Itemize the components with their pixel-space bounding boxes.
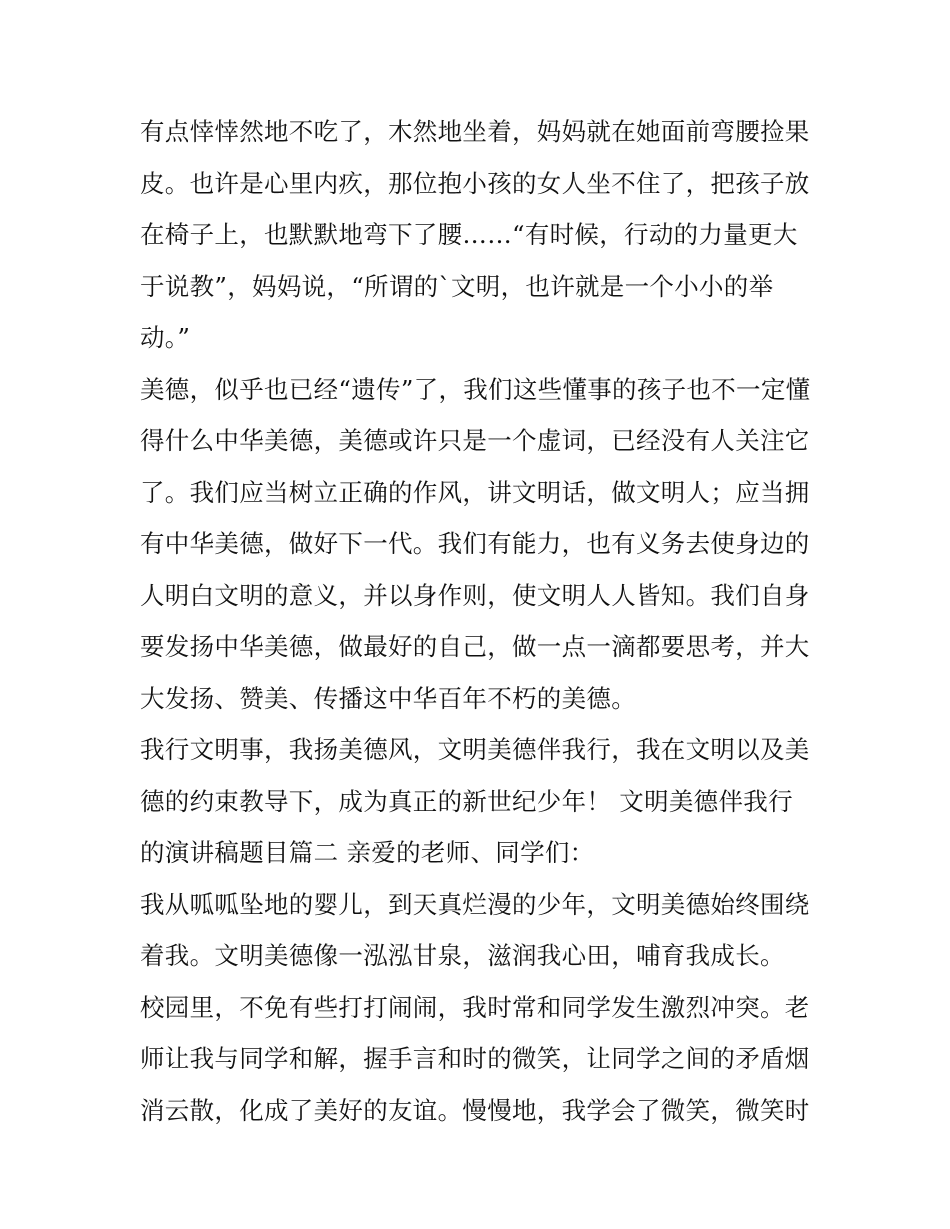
document-body — [140, 106, 812, 1136]
text-line: 有点悻悻然地不吃了，木然地坐着，妈妈就在她面前弯腰捡果 — [140, 117, 810, 146]
text-line: 师让我与同学和解，握手言和时的微笑，让同学之间的矛盾烟 — [140, 1044, 810, 1073]
text-line: 我行文明事，我扬美德风，文明美德伴我行，我在文明以及美 — [140, 735, 810, 764]
text-line: 有中华美德，做好下一代。我们有能力，也有义务去使身边的 — [140, 529, 810, 558]
text-line: 人明白文明的意义，并以身作则，使文明人人皆知。我们自身 — [140, 580, 810, 610]
text-line: 着我。文明美德像一泓泓甘泉，滋润我心田，哺育我成长。 — [140, 941, 785, 970]
text-line: 于说教”，妈妈说，“所谓的`文明，也许就是一个小小的举 — [140, 271, 774, 301]
text-line: 大发扬、赞美、传播这中华百年不朽的美德。 — [140, 683, 636, 713]
text-line: 了。我们应当树立正确的作风，讲文明话，做文明人；应当拥 — [140, 477, 810, 507]
text-line: 德的约束教导下，成为真正的新世纪少年！ 文明美德伴我行 — [140, 786, 793, 816]
text-line: 得什么中华美德，美德或许只是一个虚词，已经没有人关注它 — [140, 426, 810, 455]
text-line: 动。” — [140, 323, 191, 352]
text-line: 要发扬中华美德，做最好的自己，做一点一滴都要思考，并大 — [140, 632, 810, 661]
text-line: 在椅子上，也默默地弯下了腰……“有时候，行动的力量更大 — [140, 220, 798, 249]
text-line: 消云散，化成了美好的友谊。慢慢地，我学会了微笑，微笑时 — [140, 1095, 810, 1125]
text-line: 我从呱呱坠地的婴儿，到天真烂漫的少年，文明美德始终围绕 — [140, 889, 810, 919]
text-line: 美德，似乎也已经“遗传”了，我们这些懂事的孩子也不一定懂 — [140, 374, 811, 404]
text-line: 校园里，不免有些打打闹闹，我时常和同学发生激烈冲突。老 — [140, 992, 810, 1022]
text-line: 的演讲稿题目篇二 亲爱的老师、同学们： — [140, 838, 595, 867]
text-line: 皮。也许是心里内疚，那位抱小孩的女人坐不住了，把孩子放 — [140, 168, 810, 198]
